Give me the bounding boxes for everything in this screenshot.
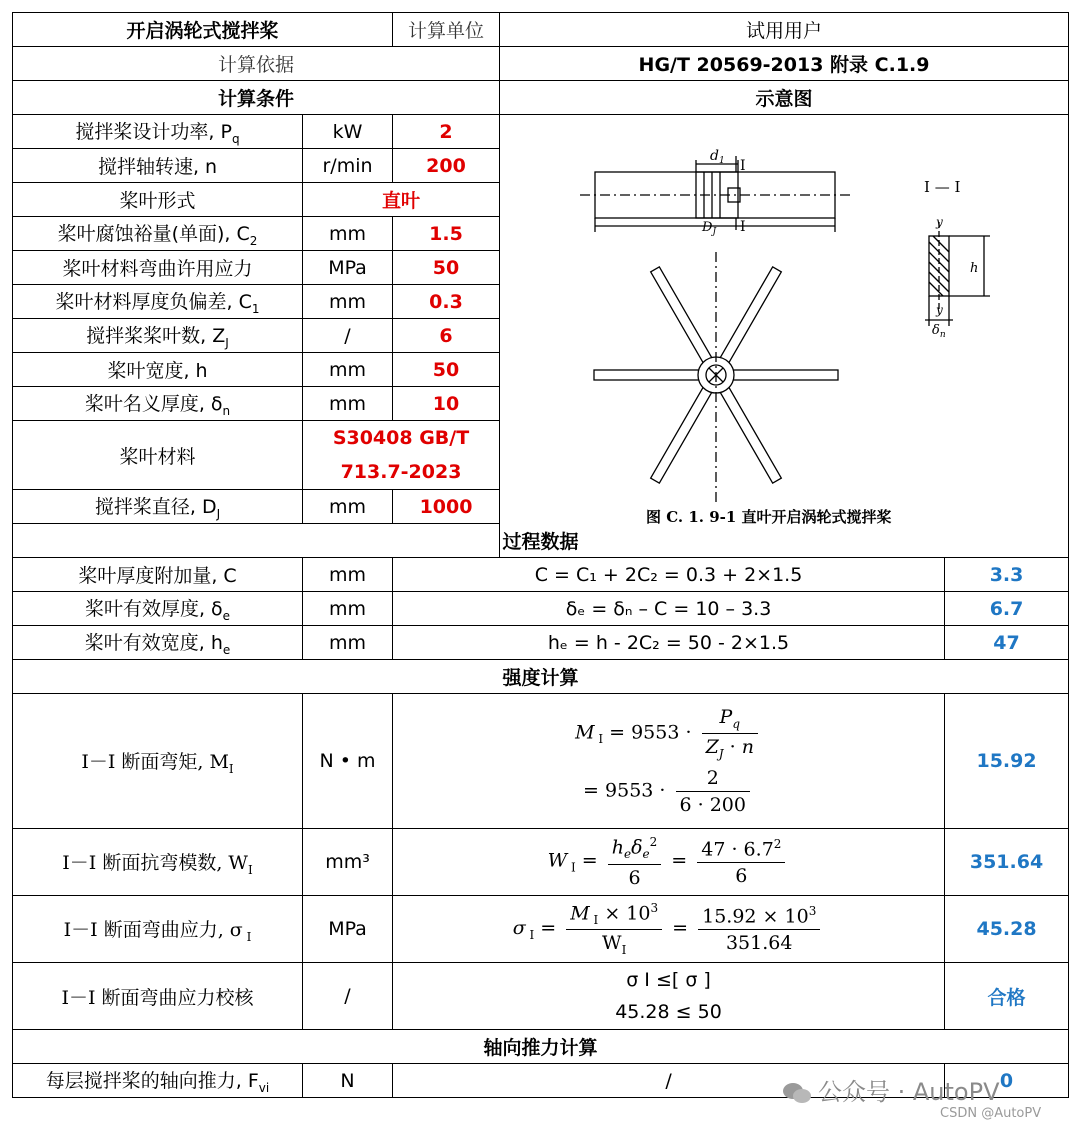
schematic-heading: 示意图 (500, 81, 1069, 115)
axial-unit: N (303, 1064, 393, 1098)
diameter-label: 搅拌桨直径, $D_J$ (13, 490, 303, 524)
watermark: 公众号 · AutoPV (782, 1072, 1000, 1107)
schematic-cell (500, 115, 1069, 558)
process-label: 桨叶有效厚度, $\delta_e$ (13, 592, 303, 626)
allow-stress-value: 50 (393, 251, 500, 285)
process-unit: mm (303, 592, 393, 626)
speed-unit: r/min (303, 149, 393, 183)
check-result: 合格 (945, 963, 1069, 1030)
strength-heading-row (13, 660, 1069, 694)
d1-label: $d_1$ (710, 148, 725, 166)
section-row (13, 81, 1069, 115)
process-formula: C = C₁ + 2C₂ = 0.3 + 2×1.5 (393, 558, 945, 592)
process-result: 47 (945, 626, 1069, 660)
blades-label: 搅拌桨桨叶数, $Z_J$ (13, 319, 303, 353)
allow-stress-label: 桨叶材料弯曲许用应力 (13, 251, 303, 285)
check-formula: σ I ≤[ σ ] 45.28 ≤ 50 (393, 963, 945, 1030)
thickness-value: 10 (393, 387, 500, 421)
stress-label: I－I 断面弯曲应力, σ $_I$ (13, 896, 303, 963)
check-unit: / (303, 963, 393, 1030)
form-label: 桨叶形式 (13, 183, 303, 217)
unit-label: 计算单位 (393, 13, 500, 47)
width-label: 桨叶宽度, h (13, 353, 303, 387)
agitator-diagram (500, 130, 1060, 542)
form-value: 直叶 (303, 183, 500, 217)
calc-sheet (12, 12, 1069, 1098)
process-formula: δₑ = δₙ – C = 10 – 3.3 (393, 592, 945, 626)
process-heading-row (13, 524, 1069, 558)
stress-result: 45.28 (945, 896, 1069, 963)
stress-formula: σ $_I$ = $\frac{M _I \times 10^3}{W_I}$ = $\frac{15.92 \times 10^3}{351.64}$ (393, 896, 945, 963)
moment-unit: N • m (303, 694, 393, 829)
basis-label: 计算依据 (13, 47, 500, 81)
blades-value: 6 (393, 319, 500, 353)
corrosion-value: 1.5 (393, 217, 500, 251)
user-name: 试用用户 (500, 13, 1069, 47)
stress-unit: MPa (303, 896, 393, 963)
thickness-label: 桨叶名义厚度, $\delta_n$ (13, 387, 303, 421)
y-label-bottom: y (936, 303, 943, 317)
modulus-formula: W $_I$ = $\frac{h_e\delta_e^2}{6}$ = $\frac{47 \cdot 6.7^2}{6}$ (393, 829, 945, 896)
sheet-title: 开启涡轮式搅拌桨 (13, 13, 393, 47)
blades-unit: / (303, 319, 393, 353)
process-row (13, 592, 1069, 626)
cond-power-row (13, 115, 1069, 149)
process-result: 3.3 (945, 558, 1069, 592)
thickness-unit: mm (303, 387, 393, 421)
power-value: 2 (393, 115, 500, 149)
power-unit: kW (303, 115, 393, 149)
process-unit: mm (303, 626, 393, 660)
moment-row (13, 694, 1069, 829)
section-label: I — I (924, 178, 961, 196)
diagram-caption: 图 C. 1. 9-1 直叶开启涡轮式搅拌桨 (646, 508, 892, 526)
diameter-value: 1000 (393, 490, 500, 524)
corrosion-label: 桨叶腐蚀裕量(单面), $C_2$ (13, 217, 303, 251)
blades (594, 252, 838, 502)
speed-value: 200 (393, 149, 500, 183)
process-formula: hₑ = h - 2C₂ = 50 - 2×1.5 (393, 626, 945, 660)
speed-label: 搅拌轴转速, n (13, 149, 303, 183)
basis-value: HG/T 20569-2013 附录 C.1.9 (500, 47, 1069, 81)
material-label: 桨叶材料 (13, 421, 303, 490)
check-label: I－I 断面弯曲应力校核 (13, 963, 303, 1030)
process-row (13, 558, 1069, 592)
modulus-row (13, 829, 1069, 896)
process-row (13, 626, 1069, 660)
modulus-label: I－I 断面抗弯模数, $W_I$ (13, 829, 303, 896)
process-heading: 过程数据 (13, 524, 1069, 558)
moment-label: I－I 断面弯矩, $M_I$ (13, 694, 303, 829)
basis-row (13, 47, 1069, 81)
corrosion-unit: mm (303, 217, 393, 251)
h-label: h (970, 261, 979, 276)
axial-heading-row (13, 1030, 1069, 1064)
width-unit: mm (303, 353, 393, 387)
process-unit: mm (303, 558, 393, 592)
conditions-heading: 计算条件 (13, 81, 500, 115)
diameter-unit: mm (303, 490, 393, 524)
axial-label: 每层搅拌桨的轴向推力, $F_{vi}$ (13, 1064, 303, 1098)
neg-dev-unit: mm (303, 285, 393, 319)
modulus-unit: mm³ (303, 829, 393, 896)
wechat-icon (782, 1081, 812, 1105)
dj-label: $D_J$ (702, 220, 717, 237)
allow-stress-unit: MPa (303, 251, 393, 285)
title-row (13, 13, 1069, 47)
csdn-watermark: CSDN @AutoPV (940, 1106, 1042, 1121)
delta-label: $\delta_n$ (932, 323, 946, 340)
mark-I-bottom: I (740, 219, 746, 235)
moment-formula: M $_I$ = 9553 · $\frac{P_q}{Z_J \cdot n}$ = 9553 · $\frac{2}{6 \cdot 200}$ (393, 694, 945, 829)
neg-dev-value: 0.3 (393, 285, 500, 319)
power-label: 搅拌桨设计功率, $P_q$ (13, 115, 303, 149)
moment-result: 15.92 (945, 694, 1069, 829)
check-row (13, 963, 1069, 1030)
mark-I-top: I (740, 158, 746, 174)
axial-formula: / (393, 1064, 945, 1098)
width-value: 50 (393, 353, 500, 387)
strength-heading: 强度计算 (13, 660, 1069, 694)
y-label-top: y (936, 215, 943, 229)
modulus-result: 351.64 (945, 829, 1069, 896)
process-label: 桨叶厚度附加量, C (13, 558, 303, 592)
stress-row (13, 896, 1069, 963)
axial-result: 0 (945, 1064, 1069, 1098)
axial-heading: 轴向推力计算 (13, 1030, 1069, 1064)
material-value: S30408 GB/T 713.7-2023 (303, 421, 500, 490)
neg-dev-label: 桨叶材料厚度负偏差, $C_1$ (13, 285, 303, 319)
process-result: 6.7 (945, 592, 1069, 626)
process-label: 桨叶有效宽度, $h_e$ (13, 626, 303, 660)
